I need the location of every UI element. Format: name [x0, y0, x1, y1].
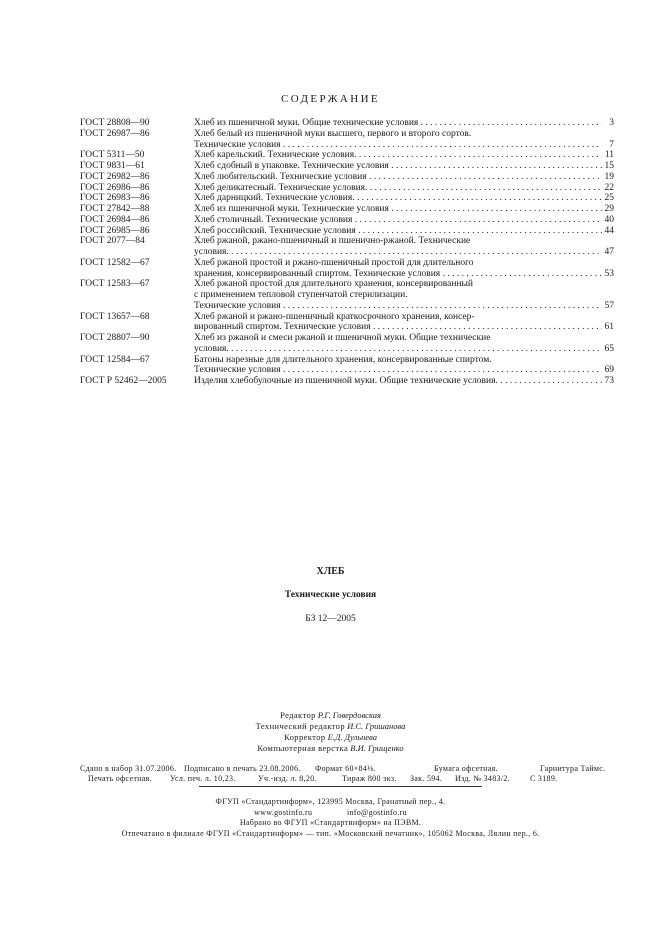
publishing-field: Сдано в набор 31.07.2006. — [80, 764, 177, 773]
divider — [199, 786, 482, 787]
toc-code: ГОСТ 27842—88 — [80, 204, 150, 214]
toc-code: ГОСТ 26982—86 — [80, 171, 150, 182]
toc-code: ГОСТ 12583—67 — [80, 279, 150, 290]
credit-name: Е.Д. Дульнева — [327, 732, 377, 742]
toc-description: с применением тепловой ступенчатой стерилизации. — [194, 290, 408, 300]
toc-description: Хлеб ржаной и ржано-пшеничный краткосрочного хранения, консер- — [194, 311, 475, 322]
imprint-email[interactable]: info@gostinfo.ru — [346, 807, 407, 817]
toc-code: ГОСТ 28808—90 — [80, 118, 150, 128]
toc-line — [80, 355, 614, 366]
toc-page-number: 19 — [604, 171, 614, 182]
publishing-field: Зак. 594. — [410, 774, 443, 783]
toc-description: Технические условия . . . — [194, 365, 602, 376]
imprint-contacts — [0, 808, 661, 819]
imprint-printed: Отпечатано в филиале ФГУП «Стандартинформ» — тип. «Московский печатник», 105062 Москва, Лялин пер., 6. — [121, 828, 540, 838]
toc-description: Хлеб ржаной простой для длительного хранения, консервированный — [194, 279, 474, 290]
publishing-field: Тираж 800 экз. — [342, 774, 397, 783]
publishing-field: Подписано в печать 23.08.2006. — [184, 764, 301, 773]
toc-page-number: 25 — [604, 193, 614, 204]
toc-entry[interactable] — [80, 312, 614, 334]
toc-code: ГОСТ 28807—90 — [80, 333, 150, 343]
toc-code: ГОСТ 13657—68 — [80, 311, 150, 322]
toc-page-number: 73 — [604, 376, 614, 386]
publishing-line-1 — [80, 764, 606, 774]
imprint-website[interactable]: www.gostinfo.ru — [254, 807, 313, 817]
publishing-line-2 — [80, 774, 600, 784]
credit-name: И.С. Гришанова — [347, 721, 406, 731]
toc-entry[interactable] — [80, 376, 614, 387]
credit-role: Компьютерная верстка — [257, 743, 349, 753]
toc-page-number: 11 — [604, 150, 614, 161]
toc-description: Хлеб ржаной простой и ржано-пшеничный простой для длительного — [194, 257, 474, 268]
page-title: СОДЕРЖАНИЕ — [280, 93, 381, 105]
toc-description: Хлеб любительский. Технические условия . . . — [194, 172, 602, 183]
toc-page-number: 53 — [604, 268, 614, 279]
toc-line — [80, 333, 614, 344]
toc-page-number: 22 — [604, 182, 614, 193]
toc-page-number: 47 — [604, 247, 614, 257]
credit-row — [0, 743, 661, 754]
toc-code: ГОСТ 9831—61 — [80, 161, 145, 171]
toc-page-number: 40 — [604, 214, 614, 225]
toc-line — [80, 322, 614, 333]
imprint-typeset: Набрано во ФГУП «Стандартинформ» на ПЭВМ. — [239, 818, 422, 827]
toc-description: Хлеб сдобный в упаковке. Технические условия . . . — [194, 161, 602, 172]
toc-page-number: 61 — [604, 322, 614, 333]
toc-description: Хлеб белый из пшеничной муки высшего, первого и второго сортов. — [194, 128, 472, 139]
toc-description: условия. . . . — [194, 247, 602, 258]
toc-line — [80, 204, 614, 215]
credit-name: Р.Г. Говердовская — [317, 710, 381, 720]
toc-line — [80, 258, 614, 269]
publishing-field: Изд. № 3483/2. — [455, 774, 510, 783]
toc-page-number: 65 — [604, 343, 614, 354]
toc-description: Технические условия . . . — [194, 301, 602, 312]
publishing-field: Усл. печ. л. 10,23. — [170, 774, 236, 783]
publishing-field: Уч.-изд. л. 8,20. — [258, 774, 317, 783]
toc-entry[interactable] — [80, 150, 614, 161]
credit-row — [0, 721, 661, 732]
toc-line — [80, 365, 614, 376]
toc-description: Изделия хлебобулочные из пшеничной муки. Общие технические условия. . . . — [194, 376, 602, 387]
toc-line — [80, 140, 614, 151]
imprint-address: ФГУП «Стандартинформ», 123995 Москва, Гранатный пер., 4. — [215, 797, 446, 806]
publishing-field: Бумага офсетная. — [434, 764, 498, 773]
toc-entry[interactable] — [80, 355, 614, 377]
toc-description: Хлеб деликатесный. Технические условия. . . . — [194, 183, 602, 194]
toc-description: Хлеб дарницкий. Технические условия. . . . — [194, 193, 602, 204]
toc-line — [80, 172, 614, 183]
credits-block — [0, 710, 661, 754]
toc-entry[interactable] — [80, 172, 614, 183]
toc-description: хранения, консервированный спиртом. Технические условия . . . — [194, 269, 602, 280]
toc-description: Хлеб карельский. Технические условия. . . . — [194, 150, 602, 161]
toc-line — [80, 312, 614, 323]
toc-line — [80, 344, 614, 355]
toc-line — [80, 161, 614, 172]
imprint-block — [0, 797, 661, 839]
toc-code: ГОСТ 26986—86 — [80, 182, 150, 193]
toc-line — [80, 376, 614, 387]
toc-entry[interactable] — [80, 204, 614, 215]
toc-code: ГОСТ 12584—67 — [80, 354, 150, 365]
toc-line — [80, 183, 614, 194]
document-title: ХЛЕБ — [316, 566, 345, 577]
toc-description: Хлеб из пшеничной муки. Технические условия . . . — [194, 204, 602, 215]
toc-entry[interactable] — [80, 183, 614, 194]
toc-entry[interactable] — [80, 226, 614, 237]
toc-line — [80, 290, 614, 301]
toc-entry[interactable] — [80, 161, 614, 172]
toc-line — [80, 269, 614, 280]
toc-entry[interactable] — [80, 129, 614, 151]
toc-line — [80, 215, 614, 226]
toc-code: ГОСТ 26987—86 — [80, 128, 150, 139]
toc-page-number: 3 — [609, 118, 614, 128]
toc-description: Хлеб столичный. Технические условия . . . — [194, 215, 602, 226]
toc-description: Батоны нарезные для длительного хранения, консервированные спиртом. — [194, 354, 492, 365]
toc-line — [80, 236, 614, 247]
credit-role: Редактор — [280, 710, 316, 720]
toc-description: Хлеб ржаной, ржано-пшеничный и пшенично-ржаной. Технические — [194, 236, 471, 247]
table-of-contents — [80, 118, 614, 387]
toc-page-number: 44 — [604, 225, 614, 236]
toc-page-number: 69 — [604, 365, 614, 376]
toc-description: Хлеб из пшеничной муки. Общие технические условия . . . — [194, 118, 602, 129]
toc-page-number: 29 — [604, 204, 614, 214]
toc-code: ГОСТ 26984—86 — [80, 214, 150, 225]
toc-code: ГОСТ 12582—67 — [80, 257, 150, 268]
publishing-field: Печать офсетная. — [88, 774, 152, 783]
publishing-field: Гарнитура Таймс. — [540, 764, 606, 773]
toc-page-number: 15 — [604, 161, 614, 171]
toc-line — [80, 226, 614, 237]
credit-row — [0, 710, 661, 721]
toc-page-number: 57 — [604, 300, 614, 311]
toc-code: ГОСТ Р 52462—2005 — [80, 376, 167, 386]
toc-entry[interactable] — [80, 118, 614, 129]
toc-line — [80, 279, 614, 290]
toc-entry[interactable] — [80, 333, 614, 355]
credit-name: В.И. Грищенко — [350, 743, 404, 753]
credit-row — [0, 732, 661, 743]
toc-line — [80, 193, 614, 204]
toc-code: ГОСТ 5311—50 — [80, 150, 145, 161]
toc-description: условия. . . . — [194, 344, 602, 355]
toc-line — [80, 150, 614, 161]
toc-code: ГОСТ 26983—86 — [80, 193, 150, 204]
toc-description: Хлеб из ржаной и смеси ржаной и пшеничной муки. Общие технические — [194, 333, 491, 343]
toc-line — [80, 118, 614, 129]
toc-line — [80, 247, 614, 258]
bz-number: БЗ 12—2005 — [305, 614, 356, 624]
publishing-field: С 3189. — [530, 774, 558, 783]
toc-code: ГОСТ 26985—86 — [80, 225, 150, 236]
toc-entry[interactable] — [80, 279, 614, 311]
toc-entry[interactable] — [80, 258, 614, 280]
toc-entry[interactable] — [80, 215, 614, 226]
toc-code: ГОСТ 2077—84 — [80, 236, 145, 247]
toc-description: Хлеб российский. Технические условия . . . — [194, 226, 602, 237]
toc-line — [80, 129, 614, 140]
toc-description: Технические условия . . . — [194, 140, 602, 151]
toc-page-number: 7 — [609, 139, 614, 150]
document-subtitle: Технические условия — [284, 590, 377, 600]
credit-role: Технический редактор — [255, 721, 345, 731]
toc-line — [80, 301, 614, 312]
toc-description: вированный спиртом. Технические условия . . . — [194, 322, 602, 333]
toc-entry[interactable] — [80, 193, 614, 204]
credit-role: Корректор — [284, 732, 326, 742]
toc-entry[interactable] — [80, 236, 614, 258]
publishing-field: Формат 60×84⅛. — [315, 764, 376, 773]
